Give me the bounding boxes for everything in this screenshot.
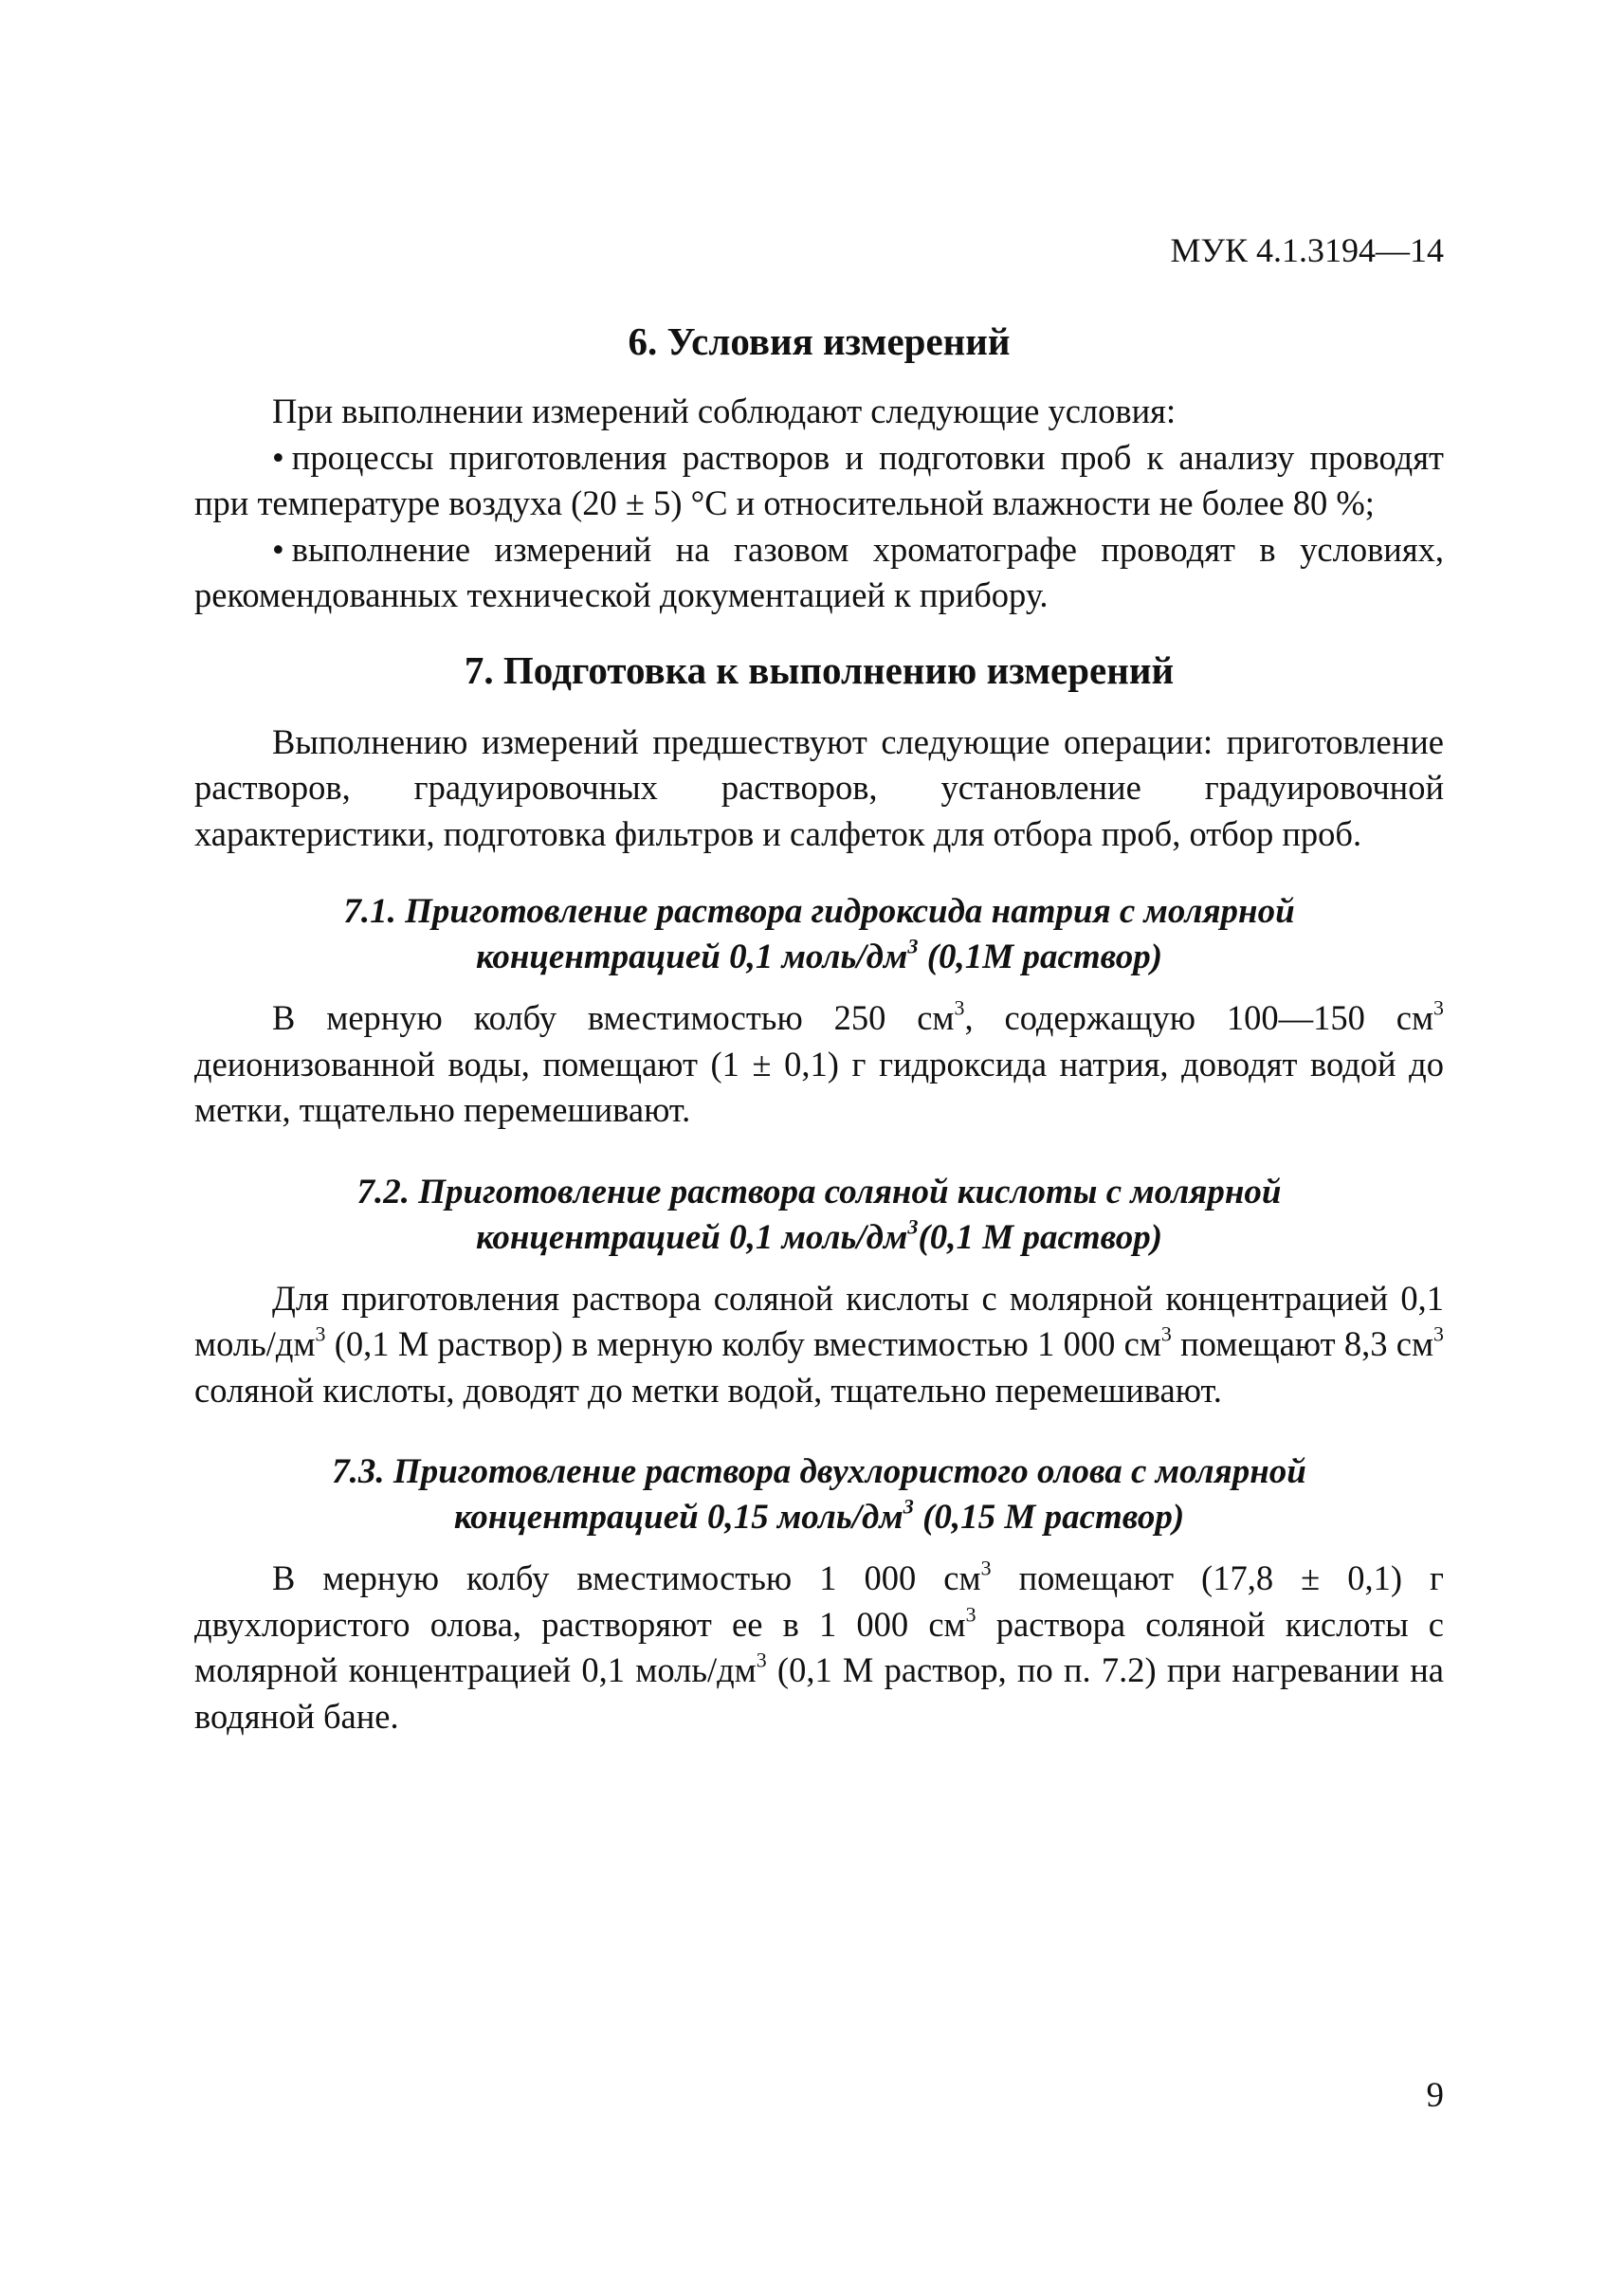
subsection-7-1-text <box>194 995 1444 1134</box>
subsection-7-1-title-line-2 <box>194 935 1444 980</box>
superscript: 3 <box>1433 1321 1444 1346</box>
text-run: (0,1 М раствор, по п. 7.2) при нагревании на водяной бане. <box>194 1650 1444 1736</box>
subsection-7-3-title <box>194 1449 1444 1540</box>
text-run: , содержащую 100—150 см <box>964 998 1434 1037</box>
title-text: (0,1 М раствор) <box>918 1217 1163 1257</box>
title-text: (0,15 М раствор) <box>913 1498 1185 1537</box>
superscript: 3 <box>907 934 919 958</box>
section-6-bullet-1 <box>194 435 1444 527</box>
title-text: (0,1М раствор) <box>918 938 1163 976</box>
subsection-7-2-title <box>194 1170 1444 1261</box>
subsection-7-2-title-line-2 <box>194 1215 1444 1261</box>
section-6-bullet-2 <box>194 527 1444 619</box>
superscript: 3 <box>1433 995 1444 1020</box>
text-run: (0,1 М раствор) в мерную колбу вместимостью 1 000 см <box>325 1324 1161 1363</box>
title-text: концентрацией 0,1 моль/дм <box>475 938 908 976</box>
subsection-7-3-title-line-2 <box>194 1495 1444 1540</box>
document-page <box>194 0 1444 2295</box>
superscript: 3 <box>1160 1321 1172 1346</box>
bullet-2-text: выполнение измерений на газовом хроматографе проводят в условиях, рекомендованных технической документацией к прибору. <box>194 529 1444 614</box>
superscript: 3 <box>315 1321 326 1346</box>
section-6-title: 6. Условия измерений <box>628 319 1011 363</box>
superscript: 3 <box>965 1602 976 1627</box>
subsection-7-2-text <box>194 1276 1444 1414</box>
text-run: помещают 8,3 см <box>1171 1324 1434 1363</box>
page-number: 9 <box>1426 2076 1444 2115</box>
text-run: деионизованной воды, помещают (1 ± 0,1) г гидроксида натрия, доводят водой до метки, тщательно перемешивают. <box>194 1044 1444 1129</box>
superscript: 3 <box>756 1648 767 1672</box>
section-6-intro: При выполнении измерений соблюдают следующие условия: <box>272 392 1177 430</box>
title-text: концентрацией 0,15 моль/дм <box>453 1498 903 1537</box>
subsection-7-1-title-line-1: 7.1. Приготовление раствора гидроксида натрия с молярной <box>343 892 1295 931</box>
superscript: 3 <box>980 1556 992 1580</box>
document-body <box>194 317 1444 1739</box>
bullet-1-text: процессы приготовления растворов и подготовки проб к анализу проводят при температуре воздуха (20 ± 5) °С и относительной влажности не более 80 %; <box>194 437 1444 522</box>
text-run: помещают (17,8 ± 0,1) г двухлористого олова, растворяют ее в 1 000 см <box>194 1558 1444 1644</box>
text-run: Для приготовления раствора соляной кислоты с молярной концентрацией 0,1 моль/дм <box>194 1278 1444 1363</box>
section-7-intro: Выполнению измерений предшествуют следующие операции: приготовление растворов, градуировочных растворов, установление градуировочной характеристики, подготовка фильтров и салфеток для отбора проб, отбор проб. <box>194 721 1444 853</box>
text-run: соляной кислоты, доводят до метки водой, тщательно перемешивают. <box>194 1370 1222 1410</box>
text-run: В мерную колбу вместимостью 1 000 см <box>272 1558 981 1597</box>
text-run: раствора соляной кислоты с молярной концентрацией 0,1 моль/дм <box>194 1604 1444 1689</box>
section-7-title: 7. Подготовка к выполнению измерений <box>464 647 1175 692</box>
subsection-7-2-title-line-1: 7.2. Приготовление раствора соляной кислоты с молярной <box>356 1172 1282 1211</box>
subsection-7-1-title <box>194 889 1444 980</box>
superscript: 3 <box>907 1213 919 1238</box>
document-code-header: МУК 4.1.3194—14 <box>1170 231 1444 269</box>
subsection-7-3-title-line-1: 7.3. Приготовление раствора двухлористого олова с молярной <box>332 1452 1306 1491</box>
superscript: 3 <box>903 1494 914 1519</box>
superscript: 3 <box>954 995 965 1020</box>
title-text: концентрацией 0,1 моль/дм <box>475 1217 908 1257</box>
subsection-7-3-text <box>194 1556 1444 1739</box>
text-run: В мерную колбу вместимостью 250 см <box>272 998 955 1037</box>
